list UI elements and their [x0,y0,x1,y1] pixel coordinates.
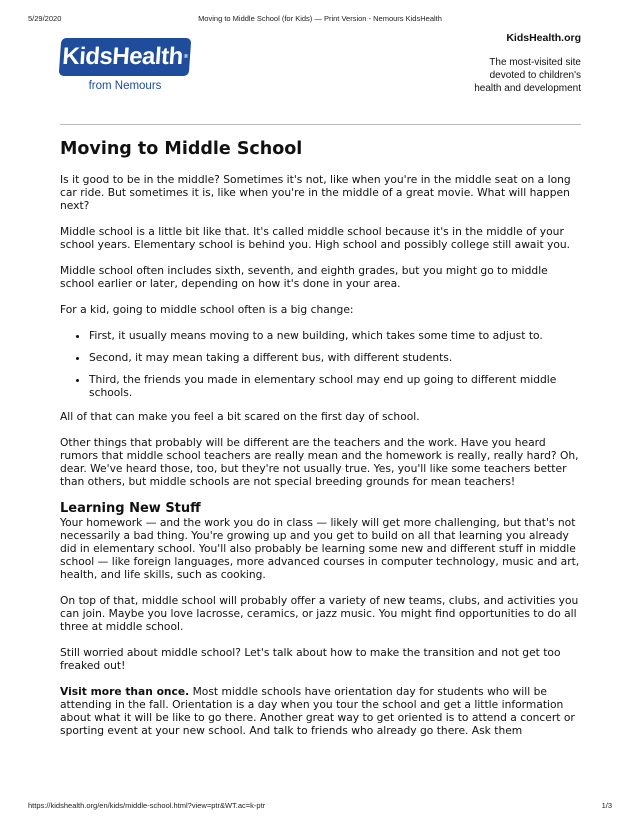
paragraph: Your homework — and the work you do in class — likely will get more challenging, but that's not necessarily a bad thing. You're growing up and you get to build on all that learning you already did in elementary school. You'll also probably be learning some new and different stuff in middle school — like foreign languages, more advanced courses in computer technology, music and art, health, and life skills, such as cooking. [60,516,580,581]
logo-badge [59,38,192,76]
page-number: 1/3 [601,801,612,810]
article-title: Moving to Middle School [60,139,303,159]
tagline-line: health and development [474,83,581,94]
paragraph: On top of that, middle school will probably offer a variety of new teams, clubs, and activities you can join. Maybe you love lacrosse, ceramics, or jazz music. You might find opportunities to do all three at middle school. [60,594,579,633]
paragraph-lead: Visit more than once. [60,685,190,698]
article-body [60,138,582,750]
header-divider [60,124,581,125]
paragraph-text: Most middle schools have orientation day for students who will be attending in the fall. Orientation is a day when you tour the school and get a little information about what it will be like to go there. Another great way to get oriented is to attend a concert or sporting event at your new school. And talk to friends who already go there. Ask them [60,685,575,737]
paragraph: Middle school is a little bit like that. It's called middle school because it's in the middle of your school years. Elementary school is behind you. High school and possibly college still await you. [60,225,571,251]
print-title: Moving to Middle School (for Kids) — Print Version - Nemours KidsHealth [198,14,442,23]
paragraph: All of that can make you feel a bit scared on the first day of school. [60,410,420,423]
registered-mark: ® [183,54,188,60]
logo-subtitle: from Nemours [88,80,162,92]
paragraph: Is it good to be in the middle? Sometimes it's not, like when you're in the middle seat on a long car ride. But sometimes it is, like when you're in the middle of a great movie. What will happen next? [60,173,571,212]
tagline-line: devoted to children's [489,70,581,81]
page-url: https://kidshealth.org/en/kids/middle-school.html?view=ptr&WT.ac=k-ptr [28,801,266,810]
logo-name: KidsHealth [61,43,184,70]
paragraph [60,685,582,737]
kidshealth-logo[interactable] [60,38,190,92]
paragraph: For a kid, going to middle school often is a big change: [60,303,354,316]
site-tagline [474,56,581,95]
change-list [60,329,582,399]
paragraph: Still worried about middle school? Let's talk about how to make the transition and not get too freaked out! [60,646,561,672]
section-heading: Learning New Stuff [60,501,201,516]
paragraph: Middle school often includes sixth, seventh, and eighth grades, but you might go to middle school earlier or later, depending on how it's done in your area. [60,264,548,290]
paragraph: Other things that probably will be different are the teachers and the work. Have you heard rumors that middle school teachers are really mean and the homework is really, really hard? Oh, dear. We've heard those, too, but they're not usually true. Yes, you'll like some teachers better than others, but middle schools are not special breeding grounds for mean teachers! [60,436,579,488]
list-item: • Second, it may mean taking a different bus, with different students. [89,351,582,364]
list-item: • First, it usually means moving to a new building, which takes some time to adjust to. [89,329,582,342]
site-info [474,32,581,95]
tagline-line: The most-visited site [489,57,581,68]
print-date: 5/29/2020 [28,14,62,23]
list-item: • Third, the friends you made in elementary school may end up going to different middle schools. [89,373,582,399]
site-name: KidsHealth.org [506,32,581,44]
